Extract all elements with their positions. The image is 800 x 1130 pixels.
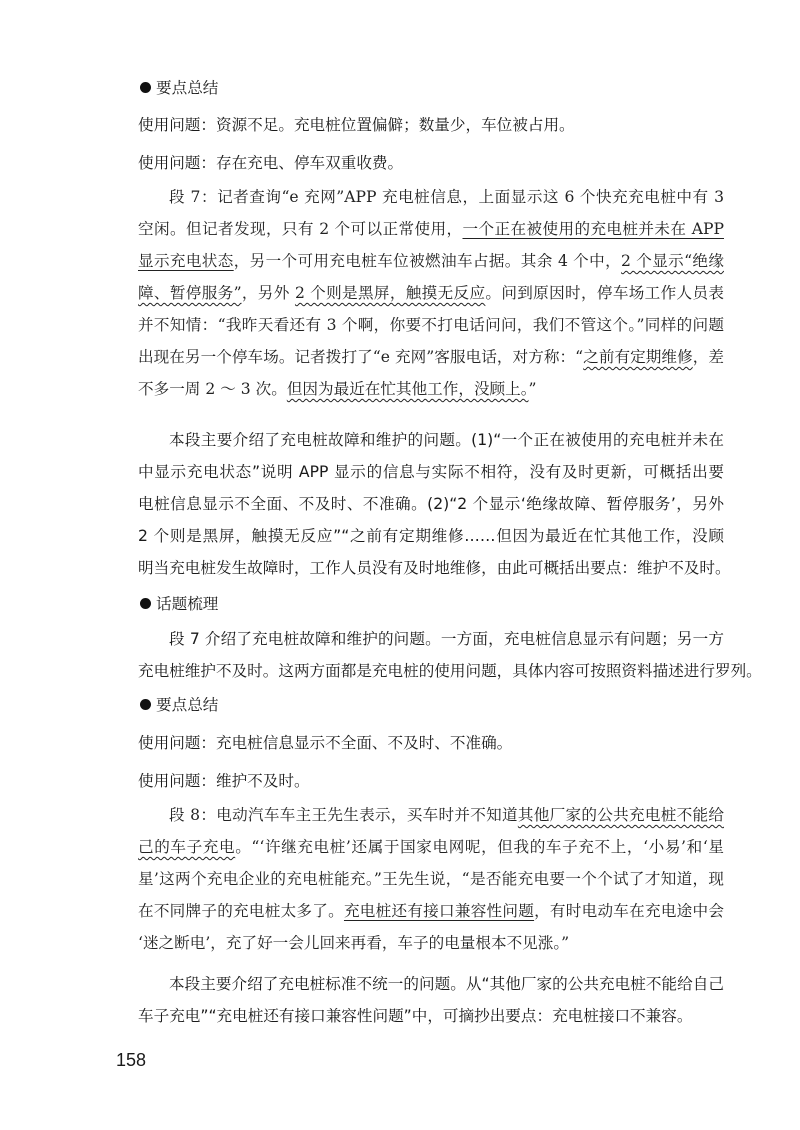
topic-paragraph: 段 7 介绍了充电桩故障和维护的问题。一方面，充电桩信息显示有问题；另一方 充电桩维护不及时。这两方面都是充电桩的使用问题，具体内容可按照资料描述进行罗列。	[138, 630, 762, 680]
wavy-underlined-phrase: 2 个则是黑屏，触摸无反应	[294, 284, 486, 302]
wavy-underlined-phrase: 己的车子充电	[138, 838, 236, 856]
analysis-paragraph-7: 本段主要介绍了充电桩故障和维护的问题。(1)“一个正在被使用的充电桩并未在 中显示充电状态”说明 APP 显示的信息与实际不相符，没有及时更新，可概括出要 电桩信息显示不全面、不及时、不准确。(2)“2 个显示‘绝缘故障、暂停服务’，另外 2 个则是黑屏，触摸无反应”“之前有定期维修……但因为最近在忙其他工作，没顾 明当充电桩发生故障时，工作人员没有及时地维修，由此可概括出要点：维护不及时。	[138, 431, 731, 577]
summary-item: 使用问题：维护不及时。	[138, 772, 310, 790]
underlined-phrase: 显示充电状态	[138, 252, 234, 270]
underlined-phrase: 一个正在被使用的充电桩并未在 APP	[462, 220, 724, 238]
wavy-underlined-phrase: 障、暂停服务”	[138, 284, 242, 302]
summary-heading: 要点总结	[140, 73, 218, 103]
summary-item: 使用问题：资源不足。充电桩位置偏僻；数量少，车位被占用。	[138, 116, 575, 134]
underlined-phrase: 充电桩还有接口兼容性问题	[343, 902, 535, 920]
bullet-icon	[140, 598, 151, 609]
summary-heading: 要点总结	[140, 690, 218, 720]
summary-list	[138, 727, 724, 797]
topic-heading: 话题梳理	[140, 589, 218, 619]
source-paragraph-7: 段 7：记者查询“e 充网”APP 充电桩信息，上面显示这 6 个快充充电桩中有 3 空闲。但记者发现，只有 2 个可以正常使用，一个正在被使用的充电桩并未在 APP 显示充电状态，另一个可用充电桩车位被燃油车占据。其余 4 个中，2 个显示“绝缘 障、暂停服务”，另外 2 个则是黑屏，触摸无反应。问到原因时，停车场工作人员表 并不知情：“我昨天看还有 3 个啊，你要不打电话问问，我们不管这个。”同样的问题 出现在另一个停车场。记者拨打了“e 充网”客服电话，对方称：“之前有定期维修，差 不多一周 2 ～ 3 次。但因为最近在忙其他工作，没顾上。”	[138, 188, 724, 398]
summary-list	[138, 109, 724, 179]
wavy-underlined-phrase: 但因为最近在忙其他工作，没顾上。	[286, 380, 529, 398]
bullet-icon	[140, 699, 151, 710]
wavy-underlined-phrase: 之前有定期维修	[583, 348, 693, 366]
wavy-underlined-phrase: 其他厂家的公共充电桩不能给	[517, 806, 724, 824]
page-number: 158	[116, 1050, 147, 1070]
source-paragraph-8: 段 8：电动汽车车主王先生表示，买车时并不知道其他厂家的公共充电桩不能给 己的车子充电。“‘许继充电桩’还属于国家电网呢，但我的车子充不上，‘小易’和‘星 星’这两个充电企业的充电桩能充。”王先生说，“是否能充电要一个个试了才知道，现 在不同牌子的充电桩太多了。充电桩还有接口兼容性问题，有时电动车在充电途中会 ‘迷之断电’，充了好一会儿回来再看，车子的电量根本不见涨。”	[138, 806, 724, 952]
analysis-paragraph-8: 本段主要介绍了充电桩标准不统一的问题。从“其他厂家的公共充电桩不能给自己 车子充电”“充电桩还有接口兼容性问题”中，可摘抄出要点：充电桩接口不兼容。	[138, 975, 724, 1025]
summary-item: 使用问题：存在充电、停车双重收费。	[138, 154, 404, 172]
bullet-icon	[140, 82, 151, 93]
wavy-underlined-phrase: 2 个显示“绝缘	[621, 252, 724, 270]
summary-item: 使用问题：充电桩信息显示不全面、不及时、不准确。	[138, 734, 513, 752]
